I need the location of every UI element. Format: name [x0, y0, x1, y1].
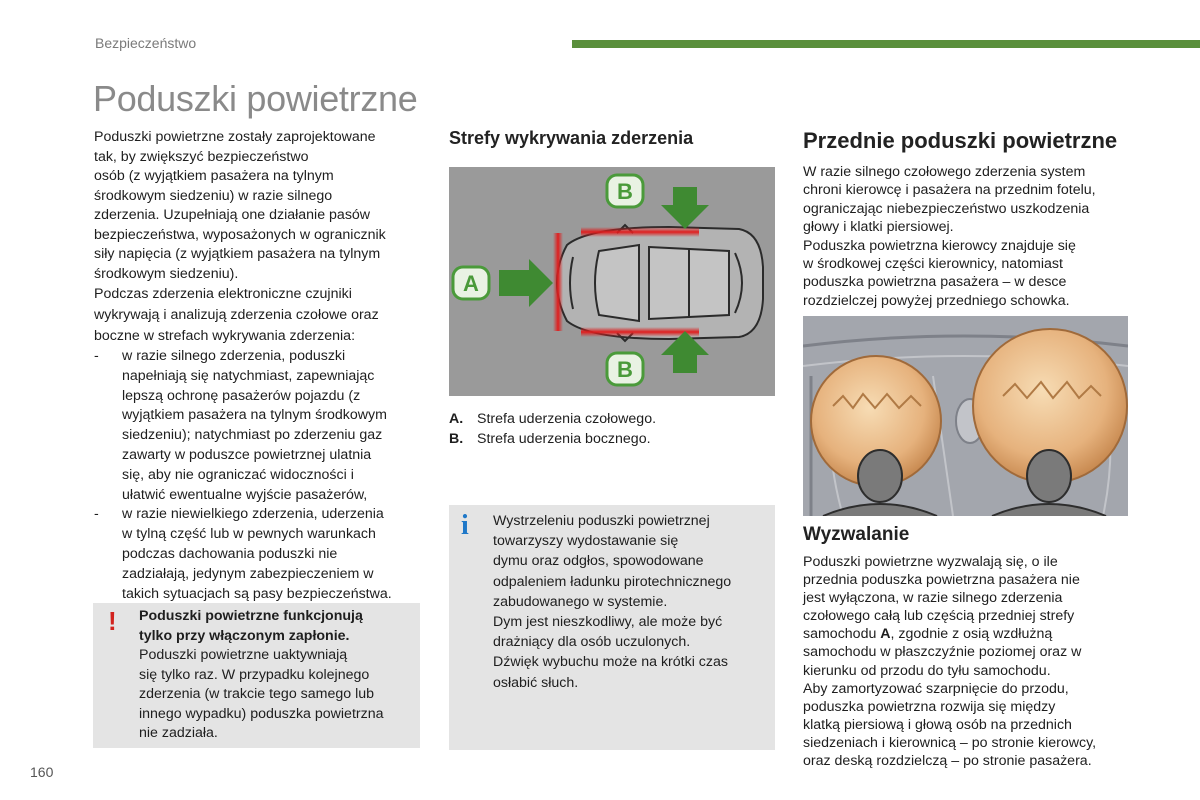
text-line: wyjątkiem pasażera na tylnym środkowym [122, 407, 387, 424]
zone-b-bottom-label: B [617, 357, 633, 382]
text-line: zderzenia. Uzupełniają one działanie pasów [94, 207, 371, 223]
text-line: jest wyłączona, w razie silnego zderzenia [803, 590, 1063, 607]
info-icon: i [461, 510, 469, 541]
legend-item [449, 429, 656, 449]
zone-reference: A [880, 626, 891, 643]
text-line: chroni kierowcę i pasażera na przednim fotelu, [803, 182, 1096, 199]
zone-b-top-label: B [617, 179, 633, 204]
warning-bold-line: tylko przy włączonym zapłonie. [139, 627, 350, 644]
text-line: ograniczając niebezpieczeństwo uszkodzenia [803, 200, 1090, 217]
text-line: w tylną część lub w pewnych warunkach [122, 526, 376, 543]
front-airbags-heading: Przednie poduszki powietrzne [803, 128, 1118, 153]
legend-key: B. [449, 431, 464, 447]
header-accent-bar [572, 40, 1200, 48]
legend-text: Strefa uderzenia czołowego. [477, 411, 657, 427]
text-line: kierunku od przodu do tyłu samochodu. [803, 662, 1051, 679]
zones-legend [449, 409, 656, 449]
warning-text [139, 607, 414, 744]
text-line: , zgodnie z osią wzdłużną [890, 626, 1053, 643]
side-arrow-top-icon [661, 187, 709, 229]
text-line: się, aby nie ograniczać widoczności i [122, 466, 354, 483]
car-top-view [557, 225, 763, 341]
front-airbags-illustration [803, 316, 1128, 516]
text-line: zadziałają, jedynym zabezpieczeniem w [122, 565, 374, 582]
text-line: zawarty w poduszce powietrznej ulatnia [122, 446, 372, 463]
text-line: osób (z wyjątkiem pasażera na tylnym [94, 168, 334, 184]
text-line: zabudowanego w systemie. [493, 593, 668, 610]
text-line: poduszka powietrzna pasażera – w desce [803, 274, 1067, 291]
front-airbags-text [803, 163, 1133, 310]
text-line: Aby zamortyzować szarpnięcie do przodu, [803, 680, 1069, 697]
text-line: boczne w strefach wykrywania zderzenia: [94, 328, 356, 344]
text-line: podczas dachowania poduszki nie [122, 545, 338, 562]
legend-item [449, 409, 656, 429]
text-line: dymu oraz odgłos, spowodowane [493, 553, 704, 570]
text-line: w razie niewielkiego zderzenia, uderzenia [122, 506, 384, 523]
text-line: środkowym siedzeniu) w razie silnego [94, 187, 333, 204]
text-line: Dźwięk wybuchu może na krótki czas [493, 654, 728, 671]
page-number: 160 [30, 764, 54, 780]
text-line: Podczas zderzenia elektroniczne czujniki [94, 286, 352, 302]
text-line: bezpieczeństwa, wyposażonych w ogranicznik [94, 226, 386, 243]
list-item-strong-collision [94, 347, 414, 505]
intro-column [94, 128, 414, 604]
text-line: głowy i klatki piersiowej. [803, 219, 954, 236]
text-line: samochodu w płaszczyźnie poziomej oraz w [803, 644, 1082, 661]
text-line: Dym jest nieszkodliwy, ale może być [493, 614, 723, 631]
intro-paragraph [94, 128, 414, 284]
text-line: siedzeniach i kierownicą – po stronie kierowcy, [803, 734, 1097, 751]
section-label: Bezpieczeństwo [95, 35, 197, 51]
text-line: środkowym siedzeniu). [94, 265, 239, 282]
trigger-text [803, 553, 1133, 770]
front-arrow-icon [499, 259, 553, 307]
text-line: wykrywają i analizują zderzenia czołowe oraz [94, 307, 379, 323]
text-line: napełniają się natychmiast, zapewniając [122, 367, 375, 384]
text-line: w środkowej części kierownicy, natomiast [803, 256, 1063, 273]
legend-key: A. [449, 411, 464, 427]
list-item-light-collision [94, 505, 414, 604]
text-line: Poduszki powietrzne zostały zaprojektowane [94, 129, 376, 145]
text-line: W razie silnego czołowego zderzenia system [803, 164, 1086, 180]
collision-zones-diagram [449, 167, 775, 396]
text-line: Poduszka powietrzna kierowcy znajduje się [803, 237, 1076, 254]
text-line: Wystrzeleniu poduszki powietrznej [493, 513, 710, 529]
airbags-illustration-svg [803, 316, 1128, 516]
text-line: takich sytuacjach są pasy bezpieczeństwa. [122, 585, 392, 602]
text-line: lepszą ochronę pasażerów pojazdu (z [122, 387, 361, 404]
trigger-heading: Wyzwalanie [803, 524, 910, 545]
legend-text: Strefa uderzenia bocznego. [477, 431, 651, 447]
text-line: poduszka powietrzna rozwija się między [803, 698, 1056, 715]
bullet-dash: - [94, 348, 99, 364]
detection-list [94, 347, 414, 604]
bullet-dash: - [94, 506, 99, 523]
info-text [493, 511, 763, 693]
text-line: towarzyszy wydostawanie się [493, 533, 679, 550]
text-line: przednia poduszka powietrzna pasażera nie [803, 572, 1080, 589]
warning-bold-line: Poduszki powietrzne funkcjonują [139, 608, 363, 624]
warning-icon: ! [108, 606, 117, 636]
text-line: innego wypadku) poduszka powietrzna [139, 705, 384, 722]
text-line: odpaleniem ładunku pirotechnicznego [493, 573, 732, 590]
text-line: rozdzielczej powyżej przedniego schowka. [803, 292, 1070, 309]
text-line: klatką piersiową i głową osób na przednich [803, 716, 1072, 733]
side-impact-zone-top [581, 227, 699, 237]
text-line: czołowego całą lub częścią przedniej strefy [803, 608, 1075, 625]
text-line: Poduszki powietrzne wyzwalają się, o ile [803, 554, 1058, 570]
text-line: oraz deską rozdzielczą – po stronie pasażera. [803, 753, 1092, 770]
collision-zones-svg [449, 167, 775, 396]
passenger-head [1027, 450, 1071, 502]
text-line: zderzenia (w trakcie tego samego lub [139, 686, 375, 702]
text-line: drażniący dla osób uczulonych. [493, 634, 691, 651]
front-impact-zone [553, 233, 563, 331]
text-line: osłabić słuch. [493, 674, 579, 691]
driver-head [858, 450, 902, 502]
text-line: w razie silnego zderzenia, poduszki [122, 348, 346, 364]
page-title: Poduszki powietrzne [93, 78, 418, 119]
text-line: ułatwić ewentualne wyjście pasażerów, [122, 486, 368, 503]
text-line: tak, by zwiększyć bezpieczeństwo [94, 148, 309, 165]
text-line: nie zadziała. [139, 725, 218, 741]
text-line: Poduszki powietrzne uaktywniają [139, 647, 348, 663]
zone-a-label: A [463, 271, 479, 296]
detection-paragraph [94, 284, 414, 347]
text-line: samochodu [803, 626, 881, 643]
text-line: siły napięcia (z wyjątkiem pasażera na tylnym [94, 246, 381, 262]
text-line: się tylko raz. W przypadku kolejnego [139, 666, 370, 683]
text-line: siedzeniu); natychmiast po zderzeniu gaz [122, 427, 383, 444]
zones-heading: Strefy wykrywania zderzenia [449, 128, 694, 148]
